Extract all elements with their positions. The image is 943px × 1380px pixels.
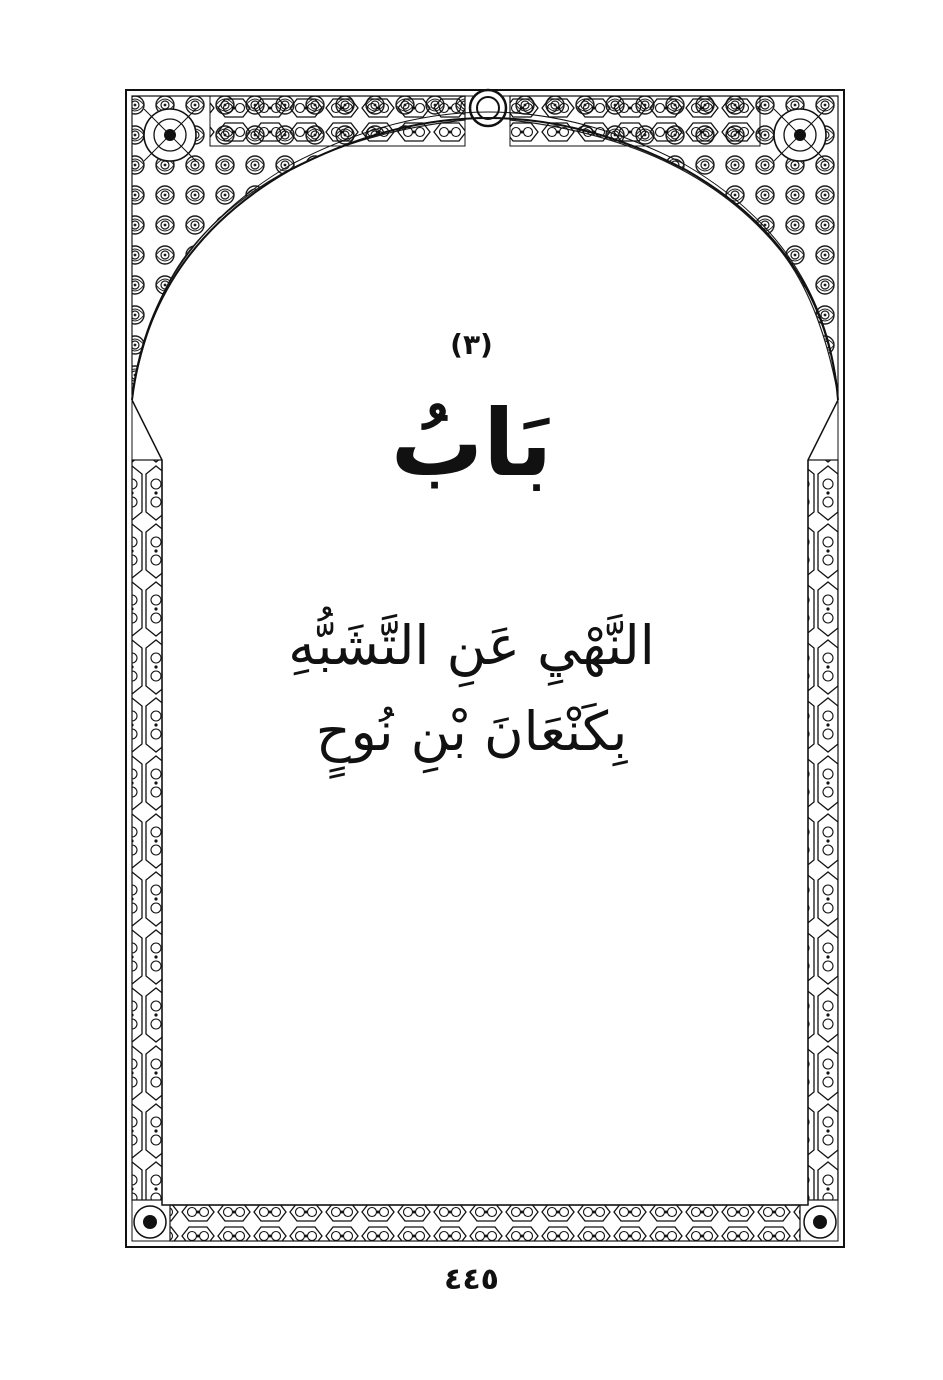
chapter-title-line-1: النَّهْيِ عَنِ التَّشَبُّهِ: [288, 614, 655, 677]
chapter-number: (٣): [450, 328, 493, 361]
page-number: ٤٤٥: [444, 1262, 499, 1297]
chapter-title-line-2: بِكَنْعَانَ بْنِ نُوحٍ: [315, 700, 628, 763]
chapter-heading: بَابُ: [390, 390, 553, 497]
